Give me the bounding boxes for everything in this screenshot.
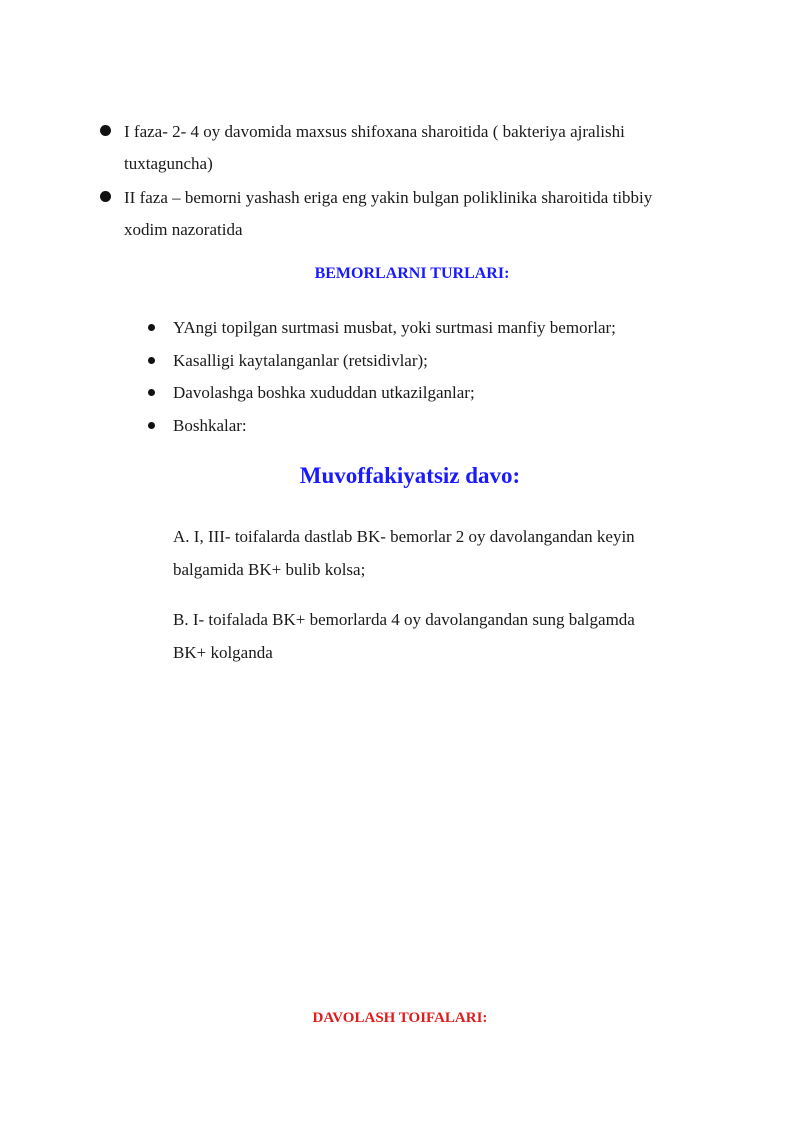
patient-types-list [147, 312, 616, 442]
patient-type-text: Kasalligi kaytalanganlar (retsidivlar); [173, 350, 428, 370]
paragraph-a-line2: balgamida BK+ bulib kolsa; [173, 560, 366, 579]
list-item [147, 410, 616, 443]
phase-1-text-line2: tuxtaguncha) [124, 154, 213, 173]
paragraph-b-line2: BK+ kolganda [173, 643, 273, 662]
patient-type-text: Boshkalar: [173, 415, 247, 435]
list-item [147, 345, 616, 378]
bullet-icon [100, 125, 111, 136]
bullet-icon [148, 357, 155, 364]
treatment-categories-heading: DAVOLASH TOIFALARI: [312, 1010, 488, 1026]
patient-types-heading: BEMORLARNI TURLARI: [314, 265, 510, 282]
patient-type-text: YAngi topilgan surtmasi musbat, yoki surtmasi manfiy bemorlar; [173, 318, 616, 337]
phase-list [99, 116, 739, 248]
failed-treatment-paragraph-a [173, 520, 733, 586]
phase-2-text-line1: II faza – bemorni yashash eriga eng yakin bulgan poliklinika sharoitida tibbiy [124, 188, 653, 207]
list-item [147, 377, 616, 410]
list-item [147, 312, 616, 345]
paragraph-a-line1: A. I, III- toifalarda dastlab BK- bemorlar 2 oy davolangandan keyin [173, 527, 635, 546]
bullet-icon [148, 324, 155, 331]
bullet-icon [148, 389, 155, 396]
phase-1-text-line1: I faza- 2- 4 oy davomida maxsus shifoxana sharoitida ( bakteriya ajralishi [124, 122, 625, 141]
phase-2-text-line2: xodim nazoratida [124, 220, 243, 239]
paragraph-b-line1: B. I- toifalada BK+ bemorlarda 4 oy davolangandan sung balgamda [173, 610, 635, 629]
patient-type-text: Davolashga boshka xududdan utkazilganlar; [173, 383, 475, 402]
bullet-icon [148, 422, 155, 429]
bullet-icon [100, 191, 111, 202]
failed-treatment-heading: Muvoffakiyatsiz davo: [299, 463, 521, 488]
phase-item-2 [99, 182, 739, 246]
failed-treatment-paragraph-b [173, 603, 733, 669]
phase-item-1 [99, 116, 739, 180]
